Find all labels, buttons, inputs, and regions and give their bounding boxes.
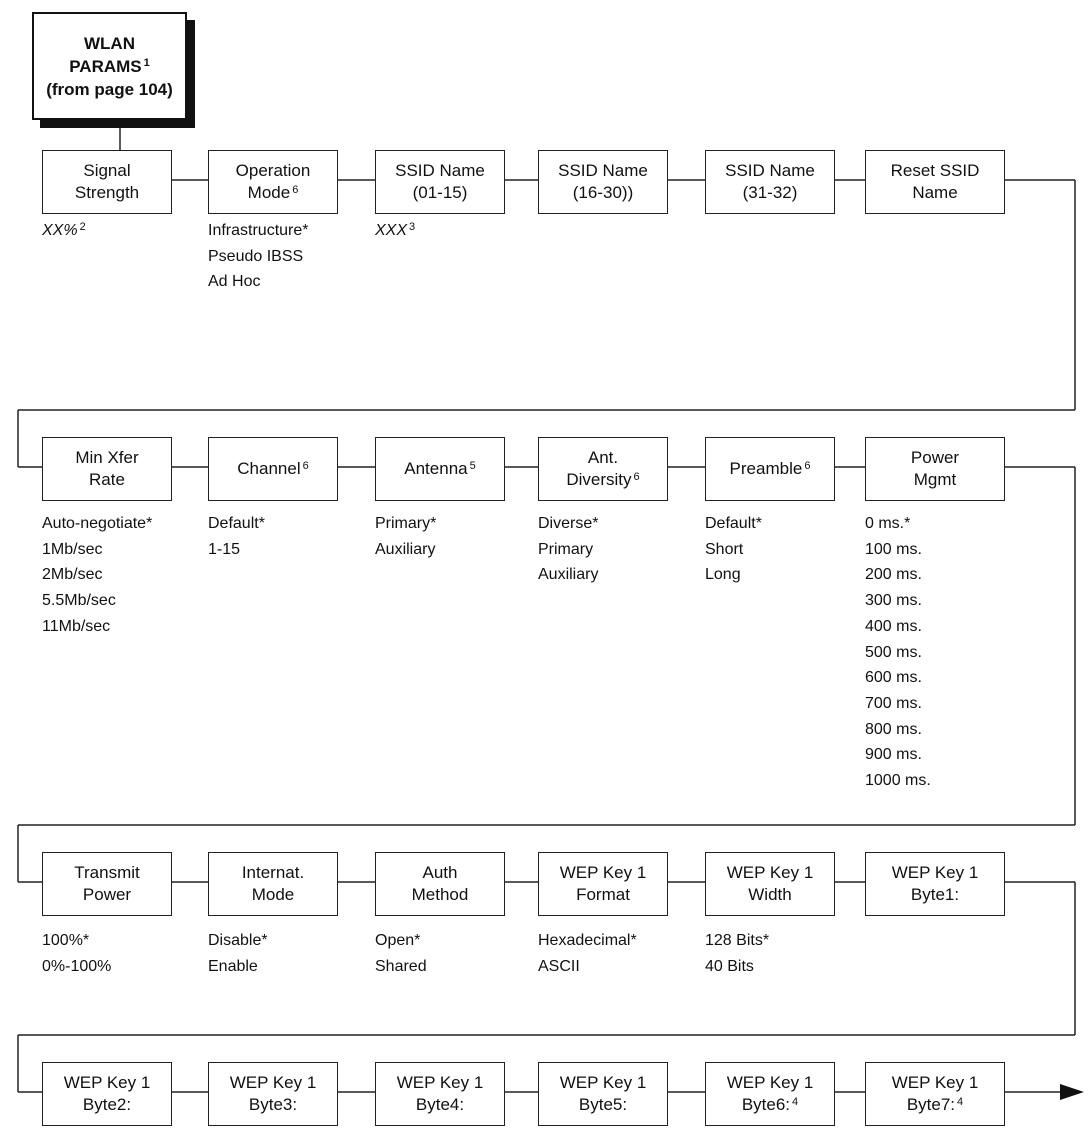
menu-box-title: Auth [422, 863, 458, 882]
option-text: Hexadecimal* [538, 932, 637, 949]
menu-box-footnote: 6 [633, 471, 640, 483]
menu-box-line1 [242, 862, 304, 884]
option-item [208, 954, 268, 980]
menu-box-subtitle: Rate [89, 470, 125, 489]
option-list [208, 511, 265, 562]
menu-box-line2 [579, 1094, 627, 1116]
menu-box-footnote: 5 [469, 460, 476, 472]
option-text: Diverse* [538, 515, 599, 532]
menu-box-line2 [576, 884, 630, 906]
menu-box-title: WEP Key 1 [891, 863, 979, 882]
menu-box-line2 [252, 884, 295, 906]
menu-box-footnote: 4 [792, 1096, 799, 1108]
option-footnote: 3 [409, 221, 416, 233]
option-text: Open* [375, 932, 421, 949]
menu-box-line1 [395, 160, 485, 182]
menu-box-line1 [397, 1072, 484, 1094]
option-list [375, 218, 415, 244]
menu-box-title: Transmit [74, 863, 140, 882]
option-list [208, 928, 268, 979]
option-item [538, 511, 598, 537]
option-text: 300 ms. [865, 592, 922, 610]
option-item [865, 537, 931, 563]
menu-box-r4-c1[interactable] [42, 1062, 172, 1126]
menu-box-r3-c3[interactable] [375, 852, 505, 916]
option-list [208, 218, 308, 295]
menu-box-line2 [413, 182, 468, 204]
option-text: 0 ms.* [865, 515, 911, 532]
menu-box-line1 [892, 862, 979, 884]
menu-box-r4-c2[interactable] [208, 1062, 338, 1126]
menu-box-line1 [588, 447, 618, 469]
option-text: 0%-100% [42, 957, 112, 975]
menu-box-line2 [907, 1094, 963, 1116]
root-wlan-params-box[interactable] [32, 12, 187, 120]
menu-box-subtitle: Byte6: [741, 1095, 791, 1114]
option-item [538, 928, 637, 954]
option-list [42, 511, 152, 640]
option-item [538, 954, 637, 980]
menu-box-line2 [83, 884, 131, 906]
menu-box-line1 [423, 862, 458, 884]
menu-box-line2 [912, 182, 957, 204]
menu-box-title: WEP Key 1 [229, 1073, 317, 1092]
menu-box-line2 [748, 884, 791, 906]
option-list [375, 511, 436, 562]
option-item [42, 562, 152, 588]
option-text: 500 ms. [865, 643, 922, 661]
menu-box-subtitle: Byte5: [578, 1095, 628, 1114]
option-item [865, 614, 931, 640]
menu-box-r1-c2[interactable] [208, 150, 338, 214]
menu-box-line1 [75, 447, 138, 469]
menu-box-line2 [89, 469, 125, 491]
menu-box-line1 [560, 1072, 647, 1094]
menu-box-r4-c6[interactable] [865, 1062, 1005, 1126]
option-text: 600 ms. [865, 669, 922, 687]
option-item [865, 742, 931, 768]
option-text: 800 ms. [865, 720, 922, 738]
menu-box-line2 [914, 469, 957, 491]
menu-box-line2 [248, 182, 299, 204]
option-text: Ad Hoc [208, 273, 261, 291]
option-text: 40 Bits [705, 957, 754, 975]
menu-box-line2 [573, 182, 633, 204]
menu-box-subtitle: Strength [74, 183, 140, 202]
option-item [375, 218, 415, 244]
option-item [865, 717, 931, 743]
option-item [42, 588, 152, 614]
menu-box-subtitle: Format [576, 885, 630, 904]
menu-box-title: Reset SSID [890, 161, 980, 180]
menu-box-line1 [74, 862, 140, 884]
menu-box-r4-c3[interactable] [375, 1062, 505, 1126]
option-footnote: 2 [79, 221, 86, 233]
menu-box-title: Channel [237, 459, 301, 478]
menu-box-subtitle: Width [748, 885, 792, 904]
option-item [42, 218, 86, 244]
option-item [208, 244, 308, 270]
menu-box-title: Operation [235, 161, 311, 180]
menu-box-title: Ant. [587, 448, 619, 467]
root-footnote: 1 [143, 56, 150, 69]
option-list [42, 218, 86, 244]
menu-box-line1 [892, 1072, 979, 1094]
option-text: Infrastructure* [208, 222, 309, 239]
continue-arrow-icon [1060, 1084, 1084, 1100]
menu-box-line1 [83, 160, 130, 182]
menu-box-line2 [742, 1094, 798, 1116]
menu-box-title: Internat. [241, 863, 305, 882]
menu-box-r2-c4[interactable] [538, 437, 668, 501]
menu-box-r3-c6[interactable] [865, 852, 1005, 916]
menu-box-title: WEP Key 1 [559, 863, 647, 882]
option-item [705, 928, 769, 954]
option-list [865, 511, 931, 794]
option-list [375, 928, 427, 979]
menu-box-line1 [725, 160, 815, 182]
menu-box-r2-c1[interactable] [42, 437, 172, 501]
menu-box-r1-c4[interactable] [538, 150, 668, 214]
menu-box-line2 [416, 1094, 464, 1116]
option-item [42, 614, 152, 640]
option-item [375, 954, 427, 980]
option-text: ASCII [538, 957, 580, 975]
option-text: Primary* [375, 515, 437, 532]
menu-box-r4-c5[interactable] [705, 1062, 835, 1126]
menu-box-subtitle: Mgmt [913, 470, 957, 489]
option-text: 1-15 [208, 540, 241, 558]
menu-box-r2-c6[interactable] [865, 437, 1005, 501]
option-text: 200 ms. [865, 566, 922, 584]
option-item [865, 562, 931, 588]
menu-box-line2 [249, 1094, 297, 1116]
menu-box-subtitle: (31-32) [742, 183, 798, 202]
option-list [42, 928, 111, 979]
option-item [705, 954, 769, 980]
menu-box-title: Signal [83, 161, 131, 180]
menu-box-line1 [404, 458, 475, 480]
option-text: Short [705, 540, 744, 558]
menu-box-footnote: 6 [302, 460, 309, 472]
option-text: Primary [538, 540, 594, 558]
option-text: XX% [42, 222, 78, 239]
menu-box-r1-c1[interactable] [42, 150, 172, 214]
menu-box-title: SSID Name [395, 161, 485, 180]
menu-box-title: SSID Name [725, 161, 815, 180]
menu-box-subtitle: Mode [251, 885, 295, 904]
menu-box-r3-c4[interactable] [538, 852, 668, 916]
option-text: 1Mb/sec [42, 540, 103, 558]
menu-box-title: Antenna [404, 459, 468, 478]
menu-box-r1-c6[interactable] [865, 150, 1005, 214]
menu-box-title: Min Xfer [75, 448, 139, 467]
option-text: Shared [375, 957, 427, 975]
menu-box-title: SSID Name [558, 161, 648, 180]
menu-box-line1 [230, 1072, 317, 1094]
option-text: Auxiliary [375, 540, 436, 558]
option-item [375, 511, 436, 537]
option-text: Auto-negotiate* [42, 515, 153, 532]
menu-box-title: Preamble [729, 459, 803, 478]
menu-box-line2 [743, 182, 798, 204]
menu-box-line1 [236, 160, 311, 182]
option-text: 100 ms. [865, 540, 922, 558]
root-line1: WLAN [84, 33, 135, 53]
option-list [705, 511, 762, 588]
option-text: Default* [705, 515, 762, 532]
menu-box-line2 [911, 884, 959, 906]
menu-box-subtitle: (01-15) [412, 183, 468, 202]
option-item [705, 537, 762, 563]
menu-box-title: WEP Key 1 [396, 1073, 484, 1092]
menu-box-title: WEP Key 1 [726, 1073, 814, 1092]
option-item [375, 928, 427, 954]
menu-box-line1 [64, 1072, 151, 1094]
option-text: 128 Bits* [705, 932, 770, 949]
option-list [538, 928, 637, 979]
menu-box-line2 [412, 884, 469, 906]
option-list [705, 928, 769, 979]
option-item [208, 218, 308, 244]
option-list [538, 511, 598, 588]
option-item [375, 537, 436, 563]
option-text: 5.5Mb/sec [42, 592, 116, 610]
option-item [208, 537, 265, 563]
option-text: Default* [208, 515, 265, 532]
menu-box-r3-c5[interactable] [705, 852, 835, 916]
menu-box-subtitle: Method [411, 885, 469, 904]
option-item [865, 665, 931, 691]
menu-box-subtitle: Byte1: [910, 885, 960, 904]
option-text: 100%* [42, 932, 90, 949]
option-text: 400 ms. [865, 617, 922, 635]
root-line2-text: PARAMS [69, 56, 142, 76]
menu-box-subtitle: Byte3: [248, 1095, 298, 1114]
menu-box-footnote: 6 [292, 184, 299, 196]
option-item [865, 768, 931, 794]
option-item [705, 511, 762, 537]
option-text: Long [705, 566, 741, 584]
menu-box-title: WEP Key 1 [726, 863, 814, 882]
menu-box-line1 [727, 1072, 814, 1094]
option-item [705, 562, 762, 588]
menu-box-subtitle: Byte4: [415, 1095, 465, 1114]
root-line3: (from page 104) [46, 79, 173, 99]
option-item [42, 954, 111, 980]
menu-box-r2-c2[interactable] [208, 437, 338, 501]
option-text: XXX [375, 222, 408, 239]
menu-box-subtitle: Byte7: [906, 1095, 956, 1114]
menu-box-subtitle: (16-30)) [572, 183, 634, 202]
menu-box-line1 [727, 862, 814, 884]
menu-box-subtitle: Byte2: [82, 1095, 132, 1114]
menu-box-line1 [560, 862, 647, 884]
option-text: Pseudo IBSS [208, 247, 304, 265]
option-text: Auxiliary [538, 566, 599, 584]
menu-box-r2-c3[interactable] [375, 437, 505, 501]
menu-box-r3-c1[interactable] [42, 852, 172, 916]
option-item [42, 537, 152, 563]
option-item [208, 511, 265, 537]
menu-box-r1-c3[interactable] [375, 150, 505, 214]
menu-box-subtitle: Power [82, 885, 132, 904]
option-item [865, 588, 931, 614]
menu-box-subtitle: Diversity [566, 470, 632, 489]
menu-box-r3-c2[interactable] [208, 852, 338, 916]
menu-box-title: WEP Key 1 [63, 1073, 151, 1092]
menu-box-footnote: 4 [957, 1096, 964, 1108]
menu-box-title: Power [910, 448, 960, 467]
option-text: 700 ms. [865, 694, 922, 712]
menu-box-line2 [83, 1094, 131, 1116]
option-item [42, 928, 111, 954]
menu-box-line1 [891, 160, 980, 182]
option-item [42, 511, 152, 537]
option-item [865, 640, 931, 666]
menu-box-r4-c4[interactable] [538, 1062, 668, 1126]
menu-box-subtitle: Mode [247, 183, 291, 202]
menu-box-r1-c5[interactable] [705, 150, 835, 214]
option-text: 2Mb/sec [42, 566, 103, 584]
menu-box-footnote: 6 [804, 460, 811, 472]
menu-box-line1 [558, 160, 648, 182]
menu-box-line2 [75, 182, 139, 204]
menu-box-line2 [566, 469, 639, 491]
menu-box-line1 [237, 458, 308, 480]
option-item [865, 511, 931, 537]
menu-box-line1 [911, 447, 959, 469]
menu-box-r2-c5[interactable] [705, 437, 835, 501]
option-item [538, 537, 598, 563]
option-text: Disable* [208, 932, 268, 949]
menu-box-title: WEP Key 1 [559, 1073, 647, 1092]
menu-box-title: WEP Key 1 [891, 1073, 979, 1092]
option-text: Enable [208, 957, 258, 975]
root-line2 [69, 55, 150, 78]
option-text: 11Mb/sec [42, 617, 111, 635]
option-item [865, 691, 931, 717]
option-item [208, 928, 268, 954]
option-item [208, 269, 308, 295]
option-text: 1000 ms. [865, 772, 931, 790]
option-item [538, 562, 598, 588]
menu-box-line1 [730, 458, 811, 480]
menu-box-subtitle: Name [912, 183, 958, 202]
option-text: 900 ms. [865, 746, 922, 764]
